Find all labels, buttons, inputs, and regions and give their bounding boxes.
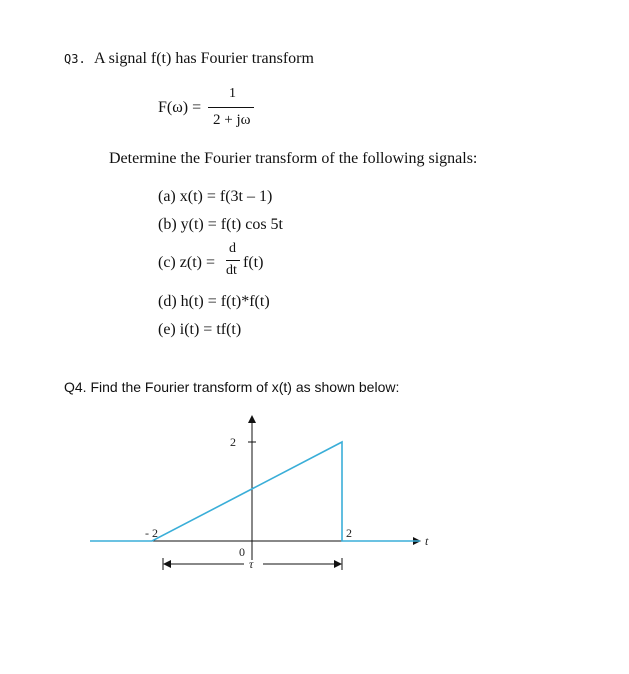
item-c-d: d <box>229 241 236 256</box>
item-a: (a) x(t) = f(3t – 1) <box>158 188 273 205</box>
item-c-prefix: (c) z(t) = <box>158 254 215 271</box>
x-left-label: - 2 <box>145 526 158 540</box>
item-c-f: f(t) <box>243 254 264 271</box>
q3-number: Q3. <box>64 52 86 66</box>
y-tick-label: 2 <box>230 435 236 449</box>
origin-label: 0 <box>239 545 245 559</box>
x-right-label: 2 <box>346 526 352 540</box>
t-axis-label: t <box>425 534 429 548</box>
item-e: (e) i(t) = tf(t) <box>158 321 242 338</box>
item-b: (b) y(t) = f(t) cos 5t <box>158 216 283 233</box>
item-d: (d) h(t) = f(t)*f(t) <box>158 293 270 310</box>
tau-label: τ <box>249 557 254 571</box>
transform-denominator: 2 + jω <box>213 112 251 128</box>
q3-instruction: Determine the Fourier transform of the following signals: <box>109 150 478 167</box>
item-c-dt: dt <box>226 263 237 278</box>
signal-curve <box>90 442 420 541</box>
q4-text: Q4. Find the Fourier transform of x(t) as shown below: <box>64 379 400 395</box>
transform-label: F(ω) = <box>158 99 202 116</box>
q3-intro: A signal f(t) has Fourier transform <box>94 50 314 67</box>
transform-numerator: 1 <box>229 86 236 101</box>
